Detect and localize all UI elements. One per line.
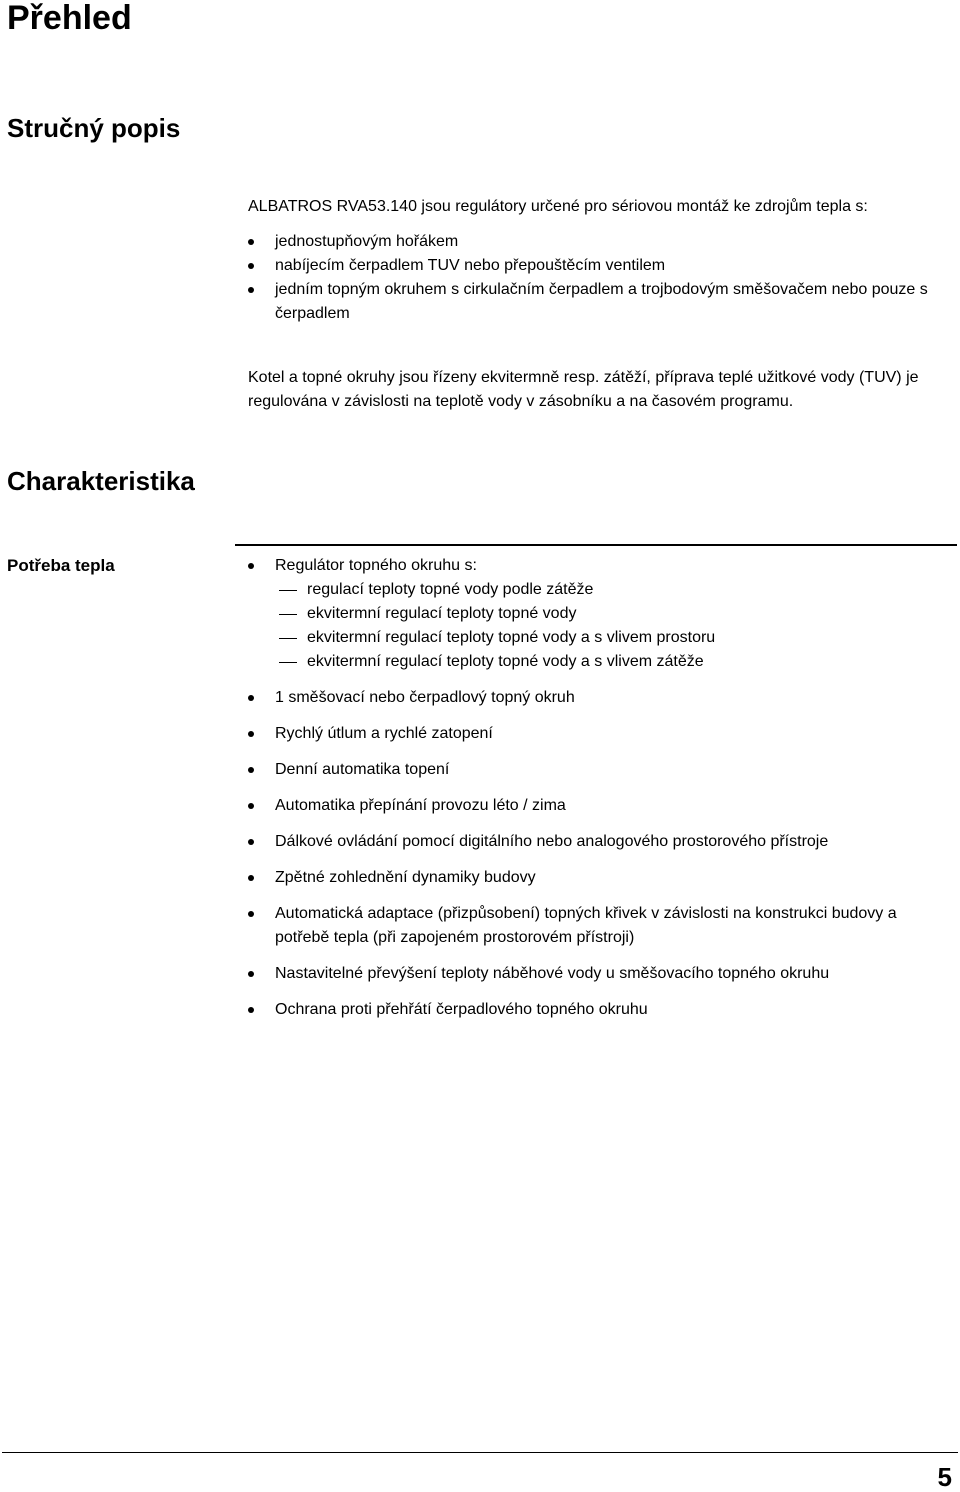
dash-icon (279, 614, 297, 615)
list-item: Automatika přepínání provozu léto / zima (248, 794, 948, 818)
section-heading-characteristics: Charakteristika (7, 466, 195, 496)
sub-list-item: ekvitermní regulací teploty topné vody (275, 602, 948, 626)
bullet-icon (248, 731, 254, 737)
list-item: Zpětné zohlednění dynamiky budovy (248, 866, 948, 890)
list-item: Denní automatika topení (248, 758, 948, 782)
sub-list (275, 578, 948, 674)
list-item: Rychlý útlum a rychlé zatopení (248, 722, 948, 746)
list-item: jednostupňovým hořákem (248, 230, 938, 254)
bullet-icon (248, 287, 254, 293)
list-item: Regulátor topného okruhu s: regulací teploty topné vody podle zátěže ekvitermní regulací teploty topné vody ekvitermní regulací teploty topné vody a s vlivem prostoru ekvitermní regulací teploty topné vody a s vlivem zátěže (248, 554, 948, 674)
bullet-icon (248, 695, 254, 701)
list-item: jedním topným okruhem s cirkulačním čerpadlem a trojbodovým směšovačem nebo pouze s čerpadlem (248, 278, 938, 326)
sub-list-item: ekvitermní regulací teploty topné vody a s vlivem prostoru (275, 626, 948, 650)
list-item: Dálkové ovládání pomocí digitálního nebo analogového prostorového přístroje (248, 830, 948, 854)
list-item: Nastavitelné převýšení teploty náběhové vody u směšovacího topného okruhu (248, 962, 948, 986)
dash-icon (279, 662, 297, 663)
section-divider (235, 544, 957, 546)
list-item: Automatická adaptace (přizpůsobení) topných křivek v závislosti na konstrukci budovy a potřebě tepla (při zapojeném prostorovém přístroji) (248, 902, 948, 950)
list-item: nabíjecím čerpadlem TUV nebo přepouštěcím ventilem (248, 254, 938, 278)
summary-list (248, 230, 938, 326)
dash-icon (279, 590, 297, 591)
page-number: 5 (937, 1462, 952, 1492)
footer-divider (2, 1452, 958, 1453)
bullet-icon (248, 239, 254, 245)
sub-list-item: ekvitermní regulací teploty topné vody a s vlivem zátěže (275, 650, 948, 674)
bullet-icon (248, 803, 254, 809)
dash-icon (279, 638, 297, 639)
bullet-icon (248, 563, 254, 569)
bullet-icon (248, 839, 254, 845)
list-item: Ochrana proti přehřátí čerpadlového topného okruhu (248, 998, 948, 1022)
sub-list-item: regulací teploty topné vody podle zátěže (275, 578, 948, 602)
characteristics-list (248, 554, 948, 1034)
section-heading-summary: Stručný popis (7, 113, 181, 143)
bullet-icon (248, 911, 254, 917)
list-item: 1 směšovací nebo čerpadlový topný okruh (248, 686, 948, 710)
summary-intro: ALBATROS RVA53.140 jsou regulátory určené pro sériovou montáž ke zdrojům tepla s: (248, 198, 868, 215)
bullet-icon (248, 1007, 254, 1013)
page-title: Přehled (7, 0, 132, 37)
bullet-icon (248, 875, 254, 881)
bullet-icon (248, 767, 254, 773)
bullet-icon (248, 971, 254, 977)
side-label: Potřeba tepla (7, 556, 115, 575)
bullet-icon (248, 263, 254, 269)
summary-closing: Kotel a topné okruhy jsou řízeny ekvitermně resp. zátěží, příprava teplé užitkové vody (TUV) je regulována v závislosti na teplotě vody v zásobníku a na časovém programu. (248, 369, 919, 410)
